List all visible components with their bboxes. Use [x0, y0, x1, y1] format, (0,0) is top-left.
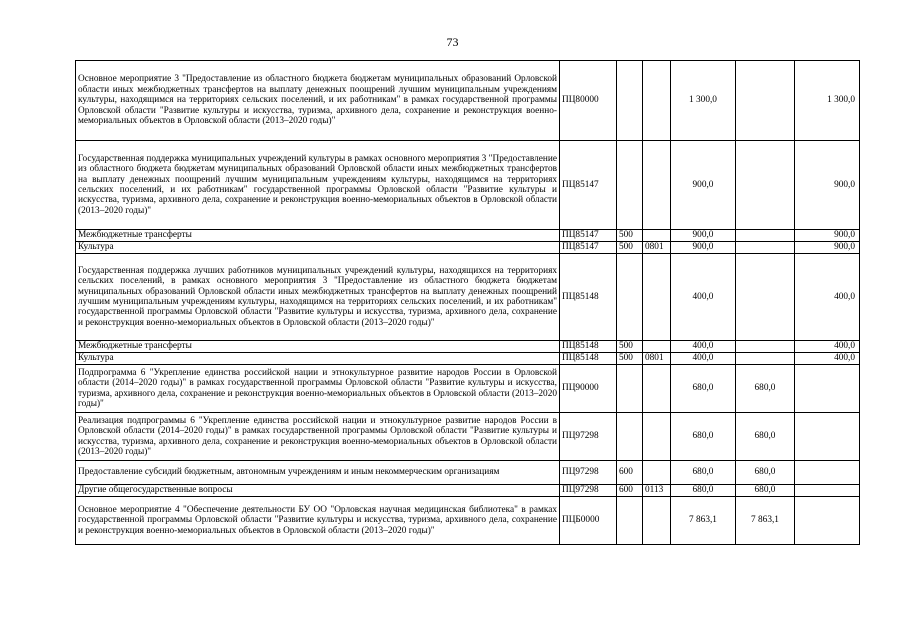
amount-total: 900,0: [671, 230, 736, 242]
section-code: [643, 230, 671, 242]
expense-type: [617, 413, 643, 461]
section-code: [643, 365, 671, 413]
section-code: [643, 413, 671, 461]
amount-total: 7 863,1: [671, 497, 736, 545]
amount-regional: [736, 341, 795, 353]
table-row: [76, 353, 860, 365]
amount-regional: [736, 353, 795, 365]
page-number: 73: [446, 35, 459, 49]
table-row: [76, 413, 860, 461]
amount-total: 680,0: [671, 461, 736, 485]
amount-total: 680,0: [671, 485, 736, 497]
target-article-code: ПЦ85148: [560, 341, 617, 353]
expense-type: 500: [617, 353, 643, 365]
section-code: [643, 497, 671, 545]
table-row: [76, 242, 860, 254]
target-article-code: ПЦ85147: [560, 141, 617, 230]
amount-total: 400,0: [671, 254, 736, 341]
target-article-code: ПЦ85148: [560, 353, 617, 365]
amount-regional: [736, 254, 795, 341]
table-row: [76, 254, 860, 341]
amount-federal: 400,0: [795, 353, 860, 365]
table-row: [76, 230, 860, 242]
amount-total: 900,0: [671, 141, 736, 230]
table-row: [76, 461, 860, 485]
amount-federal: 900,0: [795, 141, 860, 230]
expense-type: [617, 141, 643, 230]
expense-type: 500: [617, 341, 643, 353]
amount-regional: [736, 242, 795, 254]
target-article-code: ПЦ85147: [560, 242, 617, 254]
target-article-code: ПЦ80000: [560, 61, 617, 141]
amount-regional: [736, 230, 795, 242]
amount-federal: [795, 461, 860, 485]
row-name: Государственная поддержка муниципальных учреждений культуры в рамках основного мероприятия 3 "Предоставление из областного бюджета бюджетам муниципальных образований Орловской области иных межбюджетных трансфертов на выплату денежных поощрений лучшим муниципальным учреждениям культуры, находящимся на территориях сельских поселений, и их работникам" государственной программы Орловской области "Развитие культуры и искусства, туризма, архивного дела, сохранение и реконструкция военно-мемориальных объектов в Орловской области (2013–2020 годы)": [76, 141, 560, 230]
target-article-code: ПЦ97298: [560, 485, 617, 497]
amount-federal: 900,0: [795, 230, 860, 242]
amount-total: 680,0: [671, 413, 736, 461]
target-article-code: ПЦ85148: [560, 254, 617, 341]
section-code: [643, 254, 671, 341]
target-article-code: ПЦ97298: [560, 461, 617, 485]
table-row: [76, 141, 860, 230]
budget-table: [75, 60, 860, 545]
amount-federal: 400,0: [795, 254, 860, 341]
amount-regional: 7 863,1: [736, 497, 795, 545]
amount-federal: 1 300,0: [795, 61, 860, 141]
amount-federal: [795, 413, 860, 461]
section-code: [643, 461, 671, 485]
target-article-code: ПЦБ0000: [560, 497, 617, 545]
amount-regional: 680,0: [736, 461, 795, 485]
section-code: 0801: [643, 242, 671, 254]
amount-regional: [736, 61, 795, 141]
row-name: Подпрограмма 6 "Укрепление единства российской нации и этнокультурное развитие народов России в Орловской области (2014–2020 годы)" в рамках государственной программы Орловской области "Развитие культуры и искусства, туризма, архивного дела, сохранение и реконструкция военно-мемориальных объектов в Орловской области (2013–2020 годы)": [76, 365, 560, 413]
expense-type: 500: [617, 230, 643, 242]
row-name: Реализация подпрограммы 6 "Укрепление единства российской нации и этнокультурное развитие народов России в Орловской области (2014–2020 годы)" в рамках государственной программы Орловской области "Развитие культуры и искусства, туризма, архивного дела, сохранение и реконструкция военно-мемориальных объектов в Орловской области (2013–2020 годы)": [76, 413, 560, 461]
target-article-code: ПЦ85147: [560, 230, 617, 242]
expense-type: 600: [617, 461, 643, 485]
expense-type: [617, 365, 643, 413]
row-name: Основное мероприятие 3 "Предоставление из областного бюджета бюджетам муниципальных образований Орловской области иных межбюджетных трансфертов на выплату денежных поощрений лучшим муниципальным учреждениям культуры, находящимся на территориях сельских поселений, и их работникам" в рамках государственной программы Орловской области "Развитие культуры и искусства, туризма, архивного дела, сохранение и реконструкция военно-мемориальных объектов в Орловской области (2013–2020 годы)": [76, 61, 560, 141]
section-code: [643, 141, 671, 230]
expense-type: 500: [617, 242, 643, 254]
table-row: [76, 485, 860, 497]
amount-regional: 680,0: [736, 413, 795, 461]
row-name: Межбюджетные трансферты: [76, 230, 560, 242]
amount-regional: 680,0: [736, 485, 795, 497]
amount-regional: 680,0: [736, 365, 795, 413]
row-name: Предоставление субсидий бюджетным, автономным учреждениям и иным некоммерческим организациям: [76, 461, 560, 485]
table-row: [76, 61, 860, 141]
expense-type: 600: [617, 485, 643, 497]
table-row: [76, 341, 860, 353]
expense-type: [617, 497, 643, 545]
section-code: 0113: [643, 485, 671, 497]
row-name: Основное мероприятие 4 "Обеспечение деятельности БУ ОО "Орловская научная медицинская библиотека" в рамках государственной программы Орловской области "Развитие культуры и искусства, туризма, архивного дела, сохранение и реконструкция военно-мемориальных объектов в Орловской области (2013–2020 годы)": [76, 497, 560, 545]
amount-federal: 400,0: [795, 341, 860, 353]
amount-federal: 900,0: [795, 242, 860, 254]
amount-total: 400,0: [671, 353, 736, 365]
row-name: Государственная поддержка лучших работников муниципальных учреждений культуры, находящихся на территориях сельских поселений, в рамках основного мероприятия 3 "Предоставление из областного бюджета бюджетам муниципальных образований Орловской области иных межбюджетных трансфертов на выплату денежных поощрений лучшим муниципальным учреждениям культуры, находящимся на территориях сельских поселений, и их работникам" государственной программы Орловской области "Развитие культуры и искусства, туризма, архивного дела, сохранение и реконструкция военно-мемориальных объектов в Орловской области (2013–2020 годы)": [76, 254, 560, 341]
amount-federal: [795, 485, 860, 497]
expense-type: [617, 61, 643, 141]
table-row: [76, 365, 860, 413]
row-name: Культура: [76, 353, 560, 365]
amount-total: 400,0: [671, 341, 736, 353]
section-code: 0801: [643, 353, 671, 365]
section-code: [643, 341, 671, 353]
target-article-code: ПЦ90000: [560, 365, 617, 413]
amount-total: 1 300,0: [671, 61, 736, 141]
row-name: Межбюджетные трансферты: [76, 341, 560, 353]
section-code: [643, 61, 671, 141]
row-name: Другие общегосударственные вопросы: [76, 485, 560, 497]
table-row: [76, 497, 860, 545]
amount-regional: [736, 141, 795, 230]
target-article-code: ПЦ97298: [560, 413, 617, 461]
amount-federal: [795, 497, 860, 545]
amount-total: 680,0: [671, 365, 736, 413]
expense-type: [617, 254, 643, 341]
amount-total: 900,0: [671, 242, 736, 254]
row-name: Культура: [76, 242, 560, 254]
amount-federal: [795, 365, 860, 413]
